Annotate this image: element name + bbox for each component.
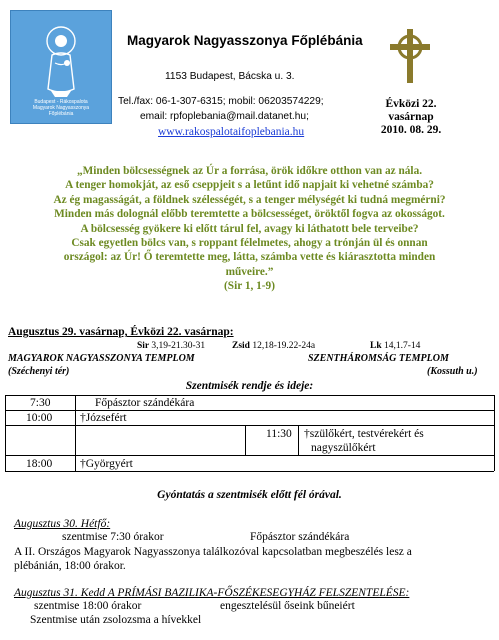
quote-line: A bölcsesség gyökere ki előtt tárul fel, avagy ki láthatott bele terveibe?	[80, 222, 419, 235]
monday-note-cont: plébánián, 18:00 órakor.	[14, 560, 126, 572]
church-left-name: MAGYAROK NAGYASSZONYA TEMPLOM	[8, 353, 195, 364]
parish-title: Magyarok Nagyasszonya Főplébánia	[127, 33, 363, 48]
scripture-quote	[6, 164, 493, 294]
mass-intention-cont: nagyszülőkért	[311, 442, 376, 454]
table-caption: Szentmisék rendje és ideje:	[185, 380, 314, 392]
mass-time: 18:00	[26, 458, 53, 470]
church-right-name: SZENTHÁROMSÁG TEMPLOM	[308, 353, 449, 364]
mass-intention: †Józsefért	[80, 412, 127, 424]
parish-phone: Tel./fax: 06-1-307-6315; mobil: 06203574229;	[118, 96, 324, 107]
reading-book: Sir	[137, 341, 149, 351]
quote-line: műveire.”	[225, 265, 274, 278]
monday-heading: Augusztus 30. Hétfő:	[14, 518, 111, 530]
reading-book: Zsid	[232, 341, 250, 351]
tuesday-mass-intention: engesztelésül őseink bűneiért	[220, 600, 355, 612]
mass-intention: †szülőkért, testvérekért és	[304, 428, 424, 440]
tuesday-heading: Augusztus 31. Kedd A PRÍMÁSI BAZILIKA-FŐSZÉKESEGYHÁZ FELSZENTELÉSE:	[14, 587, 410, 599]
logo-caption-3: Főplébánia	[48, 111, 74, 117]
confession-note: Gyóntatás a szentmisék előtt fél órával.	[157, 489, 342, 501]
parish-logo	[10, 10, 112, 124]
reading-3	[370, 341, 420, 351]
church-left-place: (Széchenyi tér)	[8, 366, 70, 377]
liturgical-date	[376, 98, 446, 137]
parish-website-link[interactable]: www.rakospalotaifoplebania.hu	[158, 126, 305, 138]
date-line-2: vasárnap	[388, 111, 434, 123]
celtic-cross-icon	[387, 27, 433, 90]
quote-line: országol: az Úr! Ő teremtette meg, látta, számba vette és kiárasztotta minden	[63, 251, 436, 264]
sunday-heading: Augusztus 29. vasárnap, Évközi 22. vasárnap:	[8, 326, 234, 338]
reading-ref: 12,18-19.22-24a	[252, 341, 316, 351]
monday-mass-intention: Főpásztor szándékára	[250, 531, 350, 543]
parish-address: 1153 Budapest, Bácska u. 3.	[165, 71, 295, 82]
quote-line: Csak egyetlen bölcs van, s roppant félelmetes, ahogy a trónján ül és onnan	[71, 237, 428, 250]
quote-line: Az ég magasságát, a földnek szélességét, s a tenger mélységét ki tudná megmérni?	[53, 193, 446, 206]
quote-reference: (Sir 1, 1-9)	[224, 280, 275, 293]
date-line-1: Évközi 22.	[385, 98, 437, 110]
parish-email[interactable]: email: rpfoplebania@mail.datanet.hu;	[140, 111, 309, 122]
reading-ref: 3,19-21.30-31	[151, 341, 206, 351]
mass-intention: †Györgyért	[80, 458, 133, 470]
reading-1	[137, 341, 205, 351]
mass-time: 11:30	[266, 428, 292, 440]
logo-caption-2: Magyarok Nagyasszonya	[32, 105, 90, 111]
reading-ref: 14,1.7-14	[384, 341, 421, 351]
mass-intention: Főpásztor szándékára	[95, 397, 195, 409]
quote-line: Minden más dolognál előbb teremtette a bölcsességet, öröktől fogva az okosságot.	[54, 208, 445, 221]
logo-caption-1: Budapest - Rákospalota	[34, 99, 88, 105]
mass-time: 10:00	[26, 412, 53, 424]
church-right-place: (Kossuth u.)	[427, 366, 478, 377]
monday-note: A II. Országos Magyarok Nagyasszonya találkozóval kapcsolatban megbeszélés lesz a	[14, 546, 412, 558]
reading-book: Lk	[370, 341, 382, 351]
tuesday-note: Szentmise után zsolozsma a hívekkel	[30, 614, 202, 626]
quote-line: „Minden bölcsességnek az Úr a forrása, örök időkre otthon van az nála.	[76, 165, 423, 177]
tuesday-mass-time: szentmise 18:00 órakor	[34, 600, 142, 612]
mass-time: 7:30	[30, 397, 51, 409]
reading-2	[232, 341, 315, 351]
monday-mass-time: szentmise 7:30 órakor	[62, 531, 164, 543]
date-line-3: 2010. 08. 29.	[380, 124, 442, 136]
quote-line: A tenger homokját, az eső cseppjeit s a letűnt idő napjait ki vehetné számba?	[65, 179, 434, 192]
